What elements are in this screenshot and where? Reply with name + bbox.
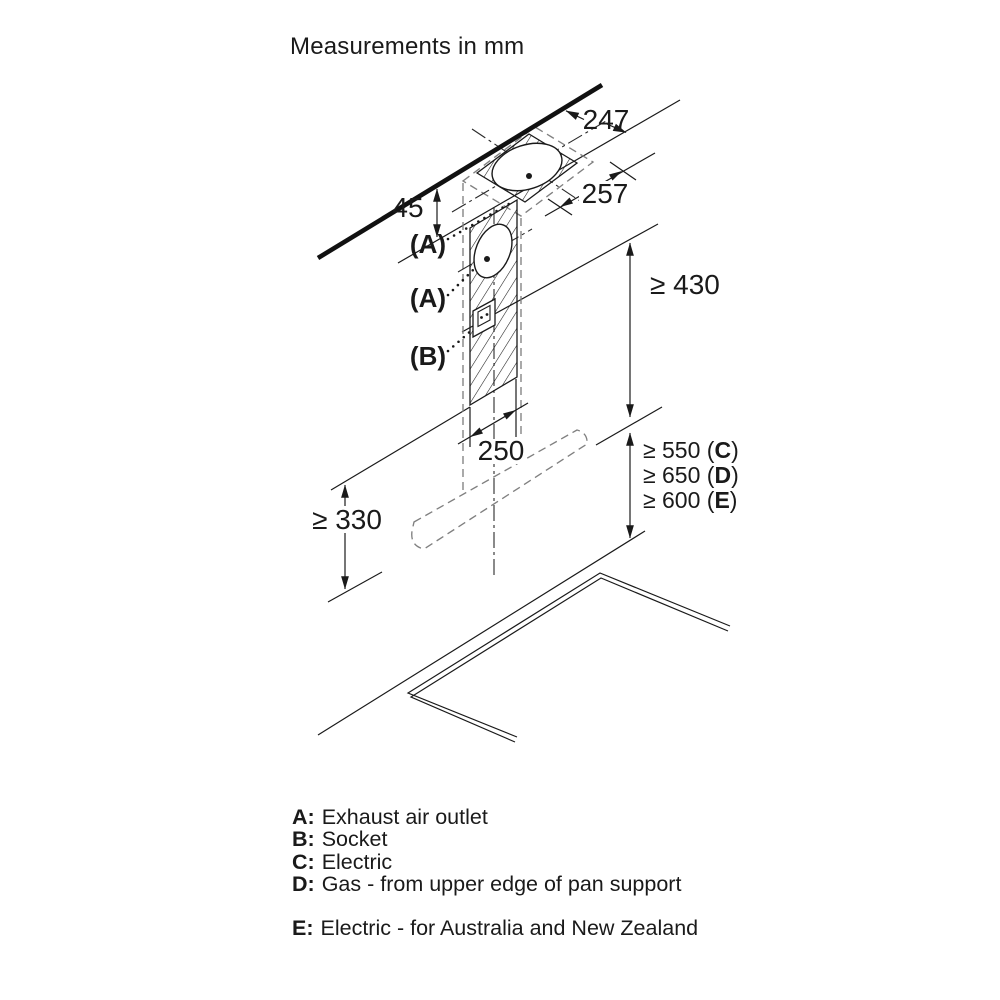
dim-arrow-247-upper — [566, 111, 584, 120]
dim-text-330: ≥ 330 — [312, 504, 382, 535]
exhaust-outlet-ceiling — [486, 135, 568, 199]
dim-text-257: 257 — [581, 178, 629, 209]
clearance-c: ≥ 550 (C) — [643, 437, 739, 463]
legend-item-c: C: Electric — [292, 849, 393, 874]
dim-arrowhead-257-near — [560, 198, 573, 208]
legend-item-d: D: Gas - from upper edge of pan support — [292, 871, 682, 896]
legend-item-e: E: Electric - for Australia and New Zealand — [292, 916, 699, 941]
dim-text-250: 250 — [477, 435, 525, 466]
dim-text-430: ≥ 430 — [650, 269, 720, 300]
page-title: Measurements in mm — [290, 33, 525, 60]
dim-text-45: 45 — [392, 192, 424, 223]
label-a-wall: (A) — [409, 283, 446, 313]
clearance-d: ≥ 650 (D) — [643, 462, 739, 488]
label-a-ceiling: (A) — [409, 229, 446, 259]
dim-arrowhead-250-right — [503, 410, 516, 420]
ceiling-outlet-center-dot — [526, 173, 532, 179]
legend-item-b: B: Socket — [292, 827, 388, 852]
legend — [292, 806, 698, 939]
ref-line-strip-bottom — [331, 407, 470, 490]
leader-b-socket — [448, 329, 473, 351]
label-b: (B) — [409, 341, 446, 371]
wall-outlet-center-dot — [484, 256, 490, 262]
legend-item-a: A: Exhaust air outlet — [292, 805, 488, 829]
counter-back-edge — [318, 531, 645, 735]
dim-text-247: 247 — [582, 104, 630, 135]
hob-surface-edge — [408, 573, 730, 742]
clearance-e: ≥ 600 (E) — [643, 487, 738, 513]
ref-line-counter-left — [328, 572, 382, 602]
